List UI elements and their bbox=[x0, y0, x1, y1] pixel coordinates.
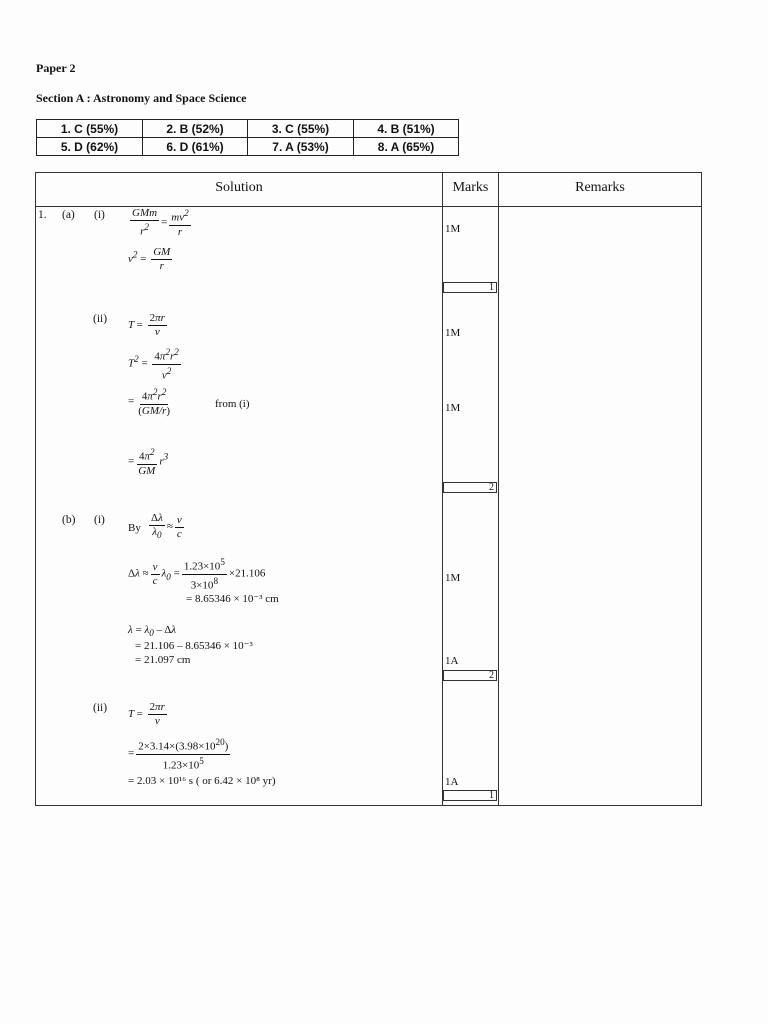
equation: T = $\frac{2\pi r}{v}$ bbox=[128, 312, 165, 338]
column-header-solution: Solution bbox=[215, 180, 263, 195]
equation: = $\frac{4\pi^2}{GM}$ $r^3$ bbox=[128, 447, 169, 477]
equation: $\frac{\Delta\lambda}{\lambda_0}$ ≈ $\frac{v}{c}$ bbox=[151, 512, 182, 541]
table-border-left bbox=[35, 172, 36, 806]
section-title: Section A : Astronomy and Space Science bbox=[36, 91, 247, 105]
mc-answer: 6. D (61%) bbox=[143, 138, 248, 156]
paper-title: Paper 2 bbox=[36, 61, 76, 75]
part-label: (b) bbox=[62, 514, 76, 526]
column-header-remarks: Remarks bbox=[575, 180, 625, 195]
table-row bbox=[37, 138, 459, 156]
mark-award: 1M bbox=[445, 223, 461, 235]
mc-answer: 2. B (52%) bbox=[143, 120, 248, 138]
subpart-label: (i) bbox=[94, 209, 105, 221]
equation: T = $\frac{2\pi r}{v}$ bbox=[128, 701, 165, 727]
solution-result: = 21.106 – 8.65346 × 10⁻³ bbox=[135, 640, 253, 652]
question-number: 1. bbox=[38, 209, 47, 221]
equation: $\lambda = \lambda_0 - \Delta\lambda$ bbox=[128, 624, 177, 639]
mc-answer: 5. D (62%) bbox=[37, 138, 143, 156]
table-border-right bbox=[701, 172, 702, 806]
mark-subtotal: 2 bbox=[443, 482, 497, 493]
equation: $\frac{\text{GMm}}{r^2}$ = $\frac{mv^2}{r}$ bbox=[132, 207, 189, 238]
equation: $T^2$ = $\frac{4\pi^2r^2}{v^2}$ bbox=[128, 347, 179, 382]
table-border-top bbox=[35, 172, 702, 173]
mark-award: 1M bbox=[445, 327, 461, 339]
mark-subtotal: 1 bbox=[443, 790, 497, 801]
subpart-label: (ii) bbox=[93, 702, 108, 714]
table-border-bottom bbox=[35, 805, 702, 806]
mc-answer: 8. A (65%) bbox=[354, 138, 459, 156]
mc-answer: 4. B (51%) bbox=[354, 120, 459, 138]
mc-answer: 3. C (55%) bbox=[248, 120, 354, 138]
equation: Δλ ≈ $\frac{v}{c}$ $\lambda_0$ = $\frac{1.23\times 10^5}{3\times 10^8}$ ×21.106 bbox=[128, 557, 266, 592]
equation: $v^2$ = $\frac{GM}{r}$ bbox=[128, 246, 171, 272]
mark-award: 1A bbox=[445, 655, 459, 667]
equation: = $\frac{4\pi^2r^2}{(GM/r)}$ bbox=[128, 387, 171, 417]
solution-result: = 21.097 cm bbox=[135, 654, 191, 666]
equation: = $\frac{2\times 3.14\times(3.98\times 10^{20})}{1.23\times 10^5}$ bbox=[128, 737, 229, 772]
mc-answer: 1. C (55%) bbox=[37, 120, 143, 138]
subpart-label: (i) bbox=[94, 514, 105, 526]
solution-text: By bbox=[128, 522, 141, 534]
mark-subtotal: 2 bbox=[443, 670, 497, 681]
table-divider-remarks bbox=[498, 172, 499, 806]
subpart-label: (ii) bbox=[93, 313, 108, 325]
mark-subtotal: 1 bbox=[443, 282, 497, 293]
solution-result: = 8.65346 × 10⁻³ cm bbox=[186, 593, 279, 605]
mark-award: 1A bbox=[445, 776, 459, 788]
part-label: (a) bbox=[62, 209, 75, 221]
column-header-marks: Marks bbox=[452, 180, 489, 195]
mark-award: 1M bbox=[445, 572, 461, 584]
solution-note: from (i) bbox=[215, 398, 250, 410]
mc-answer-table bbox=[36, 119, 459, 156]
mark-award: 1M bbox=[445, 402, 461, 414]
table-row bbox=[37, 120, 459, 138]
solution-result: = 2.03 × 10¹⁶ s ( or 6.42 × 10⁸ yr) bbox=[128, 775, 276, 787]
mc-answer: 7. A (53%) bbox=[248, 138, 354, 156]
